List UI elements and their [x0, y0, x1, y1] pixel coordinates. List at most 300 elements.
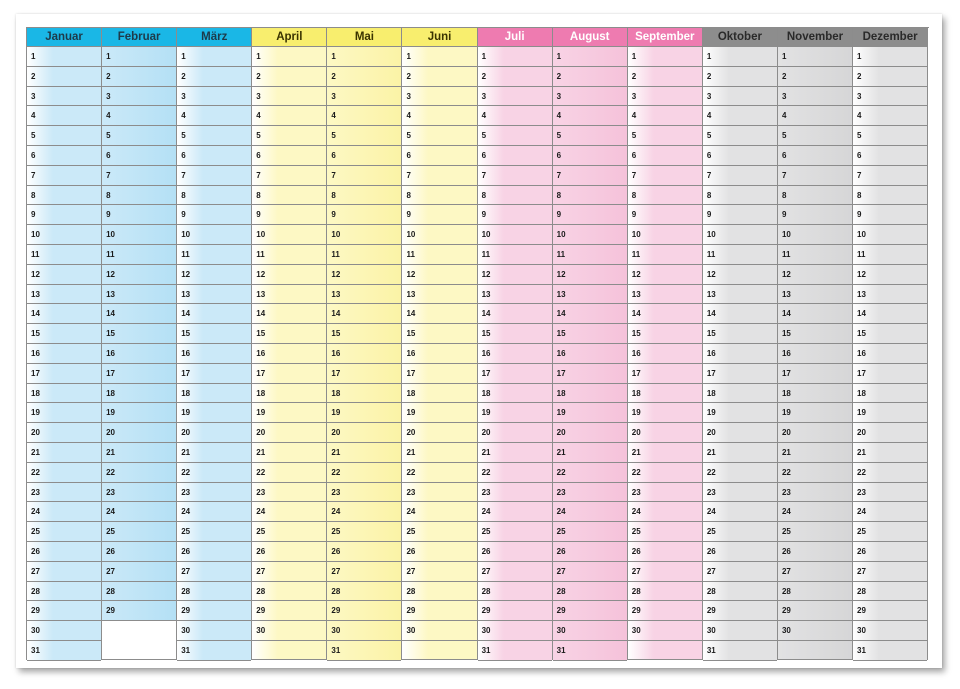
day-cell[interactable]: 30: [703, 621, 777, 641]
day-cell[interactable]: 19: [327, 403, 401, 423]
day-cell[interactable]: 18: [402, 384, 476, 404]
day-cell[interactable]: 6: [27, 146, 101, 166]
day-cell[interactable]: 27: [177, 562, 251, 582]
day-cell[interactable]: 1: [402, 47, 476, 67]
day-cell[interactable]: 11: [703, 245, 777, 265]
day-cell[interactable]: 15: [778, 324, 852, 344]
day-cell[interactable]: 17: [177, 364, 251, 384]
day-cell[interactable]: 4: [102, 106, 176, 126]
day-cell[interactable]: 18: [252, 384, 326, 404]
day-cell[interactable]: 16: [853, 344, 927, 364]
day-cell[interactable]: 21: [628, 443, 702, 463]
day-cell[interactable]: 26: [27, 542, 101, 562]
day-cell[interactable]: 12: [252, 265, 326, 285]
day-cell[interactable]: 19: [102, 403, 176, 423]
day-cell[interactable]: 3: [102, 87, 176, 107]
day-cell[interactable]: 10: [27, 225, 101, 245]
day-cell[interactable]: 11: [853, 245, 927, 265]
day-cell[interactable]: 15: [628, 324, 702, 344]
day-cell[interactable]: 4: [553, 106, 627, 126]
day-cell[interactable]: 9: [102, 205, 176, 225]
day-cell[interactable]: 2: [553, 67, 627, 87]
day-cell[interactable]: 1: [553, 47, 627, 67]
day-cell[interactable]: 29: [327, 601, 401, 621]
day-cell[interactable]: 17: [478, 364, 552, 384]
day-cell[interactable]: 22: [177, 463, 251, 483]
day-cell[interactable]: 9: [628, 205, 702, 225]
day-cell[interactable]: 30: [553, 621, 627, 641]
day-cell[interactable]: 12: [478, 265, 552, 285]
day-cell[interactable]: 28: [102, 582, 176, 602]
empty-day-cell[interactable]: [102, 621, 176, 660]
empty-day-cell[interactable]: [778, 641, 852, 660]
day-cell[interactable]: 28: [778, 582, 852, 602]
day-cell[interactable]: 27: [402, 562, 476, 582]
day-cell[interactable]: 27: [628, 562, 702, 582]
day-cell[interactable]: 10: [628, 225, 702, 245]
day-cell[interactable]: 12: [327, 265, 401, 285]
day-cell[interactable]: 11: [478, 245, 552, 265]
day-cell[interactable]: 23: [553, 483, 627, 503]
day-cell[interactable]: 8: [703, 186, 777, 206]
day-cell[interactable]: 4: [778, 106, 852, 126]
day-cell[interactable]: 24: [27, 502, 101, 522]
day-cell[interactable]: 19: [402, 403, 476, 423]
day-cell[interactable]: 13: [402, 285, 476, 305]
day-cell[interactable]: 16: [553, 344, 627, 364]
day-cell[interactable]: 24: [177, 502, 251, 522]
day-cell[interactable]: 6: [252, 146, 326, 166]
day-cell[interactable]: 3: [27, 87, 101, 107]
day-cell[interactable]: 2: [327, 67, 401, 87]
day-cell[interactable]: 13: [102, 285, 176, 305]
day-cell[interactable]: 22: [402, 463, 476, 483]
day-cell[interactable]: 14: [853, 304, 927, 324]
day-cell[interactable]: 4: [853, 106, 927, 126]
day-cell[interactable]: 6: [327, 146, 401, 166]
day-cell[interactable]: 10: [102, 225, 176, 245]
day-cell[interactable]: 20: [553, 423, 627, 443]
day-cell[interactable]: 29: [177, 601, 251, 621]
day-cell[interactable]: 13: [853, 285, 927, 305]
day-cell[interactable]: 7: [628, 166, 702, 186]
day-cell[interactable]: 15: [703, 324, 777, 344]
day-cell[interactable]: 7: [102, 166, 176, 186]
day-cell[interactable]: 14: [252, 304, 326, 324]
day-cell[interactable]: 23: [102, 483, 176, 503]
day-cell[interactable]: 2: [252, 67, 326, 87]
day-cell[interactable]: 23: [853, 483, 927, 503]
day-cell[interactable]: 22: [703, 463, 777, 483]
day-cell[interactable]: 6: [553, 146, 627, 166]
day-cell[interactable]: 5: [628, 126, 702, 146]
day-cell[interactable]: 1: [27, 47, 101, 67]
day-cell[interactable]: 30: [252, 621, 326, 641]
day-cell[interactable]: 7: [703, 166, 777, 186]
day-cell[interactable]: 2: [478, 67, 552, 87]
day-cell[interactable]: 8: [853, 186, 927, 206]
day-cell[interactable]: 24: [402, 502, 476, 522]
day-cell[interactable]: 11: [553, 245, 627, 265]
day-cell[interactable]: 23: [27, 483, 101, 503]
day-cell[interactable]: 20: [778, 423, 852, 443]
day-cell[interactable]: 8: [27, 186, 101, 206]
day-cell[interactable]: 24: [252, 502, 326, 522]
day-cell[interactable]: 21: [703, 443, 777, 463]
day-cell[interactable]: 31: [553, 641, 627, 661]
day-cell[interactable]: 28: [853, 582, 927, 602]
day-cell[interactable]: 1: [853, 47, 927, 67]
day-cell[interactable]: 16: [327, 344, 401, 364]
day-cell[interactable]: 27: [853, 562, 927, 582]
day-cell[interactable]: 6: [478, 146, 552, 166]
day-cell[interactable]: 10: [703, 225, 777, 245]
day-cell[interactable]: 20: [102, 423, 176, 443]
day-cell[interactable]: 20: [478, 423, 552, 443]
day-cell[interactable]: 11: [628, 245, 702, 265]
day-cell[interactable]: 21: [778, 443, 852, 463]
day-cell[interactable]: 31: [703, 641, 777, 661]
day-cell[interactable]: 21: [252, 443, 326, 463]
day-cell[interactable]: 5: [853, 126, 927, 146]
day-cell[interactable]: 5: [778, 126, 852, 146]
day-cell[interactable]: 1: [478, 47, 552, 67]
day-cell[interactable]: 8: [252, 186, 326, 206]
day-cell[interactable]: 29: [27, 601, 101, 621]
day-cell[interactable]: 20: [703, 423, 777, 443]
day-cell[interactable]: 30: [402, 621, 476, 641]
day-cell[interactable]: 23: [402, 483, 476, 503]
day-cell[interactable]: 19: [252, 403, 326, 423]
day-cell[interactable]: 28: [177, 582, 251, 602]
day-cell[interactable]: 31: [853, 641, 927, 661]
day-cell[interactable]: 4: [177, 106, 251, 126]
day-cell[interactable]: 12: [27, 265, 101, 285]
day-cell[interactable]: 12: [628, 265, 702, 285]
day-cell[interactable]: 10: [402, 225, 476, 245]
day-cell[interactable]: 3: [252, 87, 326, 107]
day-cell[interactable]: 12: [553, 265, 627, 285]
day-cell[interactable]: 8: [177, 186, 251, 206]
day-cell[interactable]: 6: [102, 146, 176, 166]
day-cell[interactable]: 27: [252, 562, 326, 582]
day-cell[interactable]: 4: [703, 106, 777, 126]
day-cell[interactable]: 25: [778, 522, 852, 542]
day-cell[interactable]: 20: [27, 423, 101, 443]
day-cell[interactable]: 10: [177, 225, 251, 245]
day-cell[interactable]: 11: [27, 245, 101, 265]
day-cell[interactable]: 5: [478, 126, 552, 146]
day-cell[interactable]: 9: [478, 205, 552, 225]
day-cell[interactable]: 14: [177, 304, 251, 324]
day-cell[interactable]: 15: [853, 324, 927, 344]
day-cell[interactable]: 25: [402, 522, 476, 542]
day-cell[interactable]: 31: [177, 641, 251, 661]
day-cell[interactable]: 2: [853, 67, 927, 87]
day-cell[interactable]: 7: [252, 166, 326, 186]
day-cell[interactable]: 12: [102, 265, 176, 285]
day-cell[interactable]: 31: [327, 641, 401, 661]
day-cell[interactable]: 28: [478, 582, 552, 602]
day-cell[interactable]: 3: [703, 87, 777, 107]
day-cell[interactable]: 21: [27, 443, 101, 463]
day-cell[interactable]: 9: [252, 205, 326, 225]
day-cell[interactable]: 29: [703, 601, 777, 621]
day-cell[interactable]: 5: [252, 126, 326, 146]
day-cell[interactable]: 30: [628, 621, 702, 641]
day-cell[interactable]: 14: [478, 304, 552, 324]
day-cell[interactable]: 15: [27, 324, 101, 344]
day-cell[interactable]: 13: [628, 285, 702, 305]
day-cell[interactable]: 24: [853, 502, 927, 522]
day-cell[interactable]: 22: [478, 463, 552, 483]
day-cell[interactable]: 22: [102, 463, 176, 483]
day-cell[interactable]: 7: [778, 166, 852, 186]
day-cell[interactable]: 1: [778, 47, 852, 67]
day-cell[interactable]: 1: [628, 47, 702, 67]
day-cell[interactable]: 21: [102, 443, 176, 463]
day-cell[interactable]: 11: [778, 245, 852, 265]
day-cell[interactable]: 15: [102, 324, 176, 344]
day-cell[interactable]: 24: [553, 502, 627, 522]
day-cell[interactable]: 28: [327, 582, 401, 602]
day-cell[interactable]: 9: [402, 205, 476, 225]
day-cell[interactable]: 29: [402, 601, 476, 621]
day-cell[interactable]: 21: [177, 443, 251, 463]
day-cell[interactable]: 26: [177, 542, 251, 562]
day-cell[interactable]: 15: [402, 324, 476, 344]
day-cell[interactable]: 8: [402, 186, 476, 206]
day-cell[interactable]: 27: [703, 562, 777, 582]
day-cell[interactable]: 7: [402, 166, 476, 186]
day-cell[interactable]: 13: [478, 285, 552, 305]
day-cell[interactable]: 21: [478, 443, 552, 463]
day-cell[interactable]: 10: [252, 225, 326, 245]
day-cell[interactable]: 22: [327, 463, 401, 483]
day-cell[interactable]: 31: [27, 641, 101, 661]
day-cell[interactable]: 8: [478, 186, 552, 206]
day-cell[interactable]: 11: [252, 245, 326, 265]
day-cell[interactable]: 29: [778, 601, 852, 621]
day-cell[interactable]: 12: [177, 265, 251, 285]
day-cell[interactable]: 11: [327, 245, 401, 265]
day-cell[interactable]: 20: [853, 423, 927, 443]
day-cell[interactable]: 25: [628, 522, 702, 542]
day-cell[interactable]: 25: [478, 522, 552, 542]
day-cell[interactable]: 27: [102, 562, 176, 582]
day-cell[interactable]: 4: [27, 106, 101, 126]
day-cell[interactable]: 10: [478, 225, 552, 245]
day-cell[interactable]: 28: [553, 582, 627, 602]
day-cell[interactable]: 30: [853, 621, 927, 641]
day-cell[interactable]: 19: [177, 403, 251, 423]
day-cell[interactable]: 30: [478, 621, 552, 641]
day-cell[interactable]: 6: [703, 146, 777, 166]
day-cell[interactable]: 12: [703, 265, 777, 285]
day-cell[interactable]: 5: [703, 126, 777, 146]
day-cell[interactable]: 12: [402, 265, 476, 285]
day-cell[interactable]: 14: [402, 304, 476, 324]
day-cell[interactable]: 28: [703, 582, 777, 602]
day-cell[interactable]: 9: [778, 205, 852, 225]
day-cell[interactable]: 5: [102, 126, 176, 146]
day-cell[interactable]: 26: [478, 542, 552, 562]
day-cell[interactable]: 13: [703, 285, 777, 305]
day-cell[interactable]: 29: [252, 601, 326, 621]
day-cell[interactable]: 4: [252, 106, 326, 126]
day-cell[interactable]: 4: [327, 106, 401, 126]
day-cell[interactable]: 22: [553, 463, 627, 483]
day-cell[interactable]: 19: [553, 403, 627, 423]
day-cell[interactable]: 5: [327, 126, 401, 146]
day-cell[interactable]: 15: [252, 324, 326, 344]
day-cell[interactable]: 25: [102, 522, 176, 542]
day-cell[interactable]: 20: [402, 423, 476, 443]
day-cell[interactable]: 3: [327, 87, 401, 107]
day-cell[interactable]: 26: [628, 542, 702, 562]
day-cell[interactable]: 20: [252, 423, 326, 443]
day-cell[interactable]: 26: [778, 542, 852, 562]
day-cell[interactable]: 21: [402, 443, 476, 463]
day-cell[interactable]: 18: [778, 384, 852, 404]
day-cell[interactable]: 16: [402, 344, 476, 364]
day-cell[interactable]: 10: [553, 225, 627, 245]
day-cell[interactable]: 2: [628, 67, 702, 87]
day-cell[interactable]: 25: [853, 522, 927, 542]
day-cell[interactable]: 19: [27, 403, 101, 423]
day-cell[interactable]: 25: [553, 522, 627, 542]
day-cell[interactable]: 28: [252, 582, 326, 602]
day-cell[interactable]: 9: [553, 205, 627, 225]
day-cell[interactable]: 20: [327, 423, 401, 443]
day-cell[interactable]: 22: [628, 463, 702, 483]
day-cell[interactable]: 21: [853, 443, 927, 463]
day-cell[interactable]: 19: [478, 403, 552, 423]
day-cell[interactable]: 4: [478, 106, 552, 126]
empty-day-cell[interactable]: [252, 641, 326, 660]
day-cell[interactable]: 10: [778, 225, 852, 245]
day-cell[interactable]: 19: [628, 403, 702, 423]
day-cell[interactable]: 31: [478, 641, 552, 661]
day-cell[interactable]: 3: [853, 87, 927, 107]
day-cell[interactable]: 7: [553, 166, 627, 186]
day-cell[interactable]: 30: [177, 621, 251, 641]
day-cell[interactable]: 24: [703, 502, 777, 522]
day-cell[interactable]: 17: [628, 364, 702, 384]
day-cell[interactable]: 25: [27, 522, 101, 542]
day-cell[interactable]: 8: [628, 186, 702, 206]
day-cell[interactable]: 29: [853, 601, 927, 621]
day-cell[interactable]: 26: [853, 542, 927, 562]
day-cell[interactable]: 18: [628, 384, 702, 404]
day-cell[interactable]: 27: [778, 562, 852, 582]
day-cell[interactable]: 27: [27, 562, 101, 582]
day-cell[interactable]: 17: [102, 364, 176, 384]
day-cell[interactable]: 14: [102, 304, 176, 324]
day-cell[interactable]: 16: [778, 344, 852, 364]
day-cell[interactable]: 12: [778, 265, 852, 285]
day-cell[interactable]: 18: [327, 384, 401, 404]
day-cell[interactable]: 2: [402, 67, 476, 87]
day-cell[interactable]: 9: [27, 205, 101, 225]
day-cell[interactable]: 16: [628, 344, 702, 364]
day-cell[interactable]: 10: [327, 225, 401, 245]
day-cell[interactable]: 24: [778, 502, 852, 522]
day-cell[interactable]: 22: [252, 463, 326, 483]
day-cell[interactable]: 26: [102, 542, 176, 562]
day-cell[interactable]: 17: [27, 364, 101, 384]
day-cell[interactable]: 3: [628, 87, 702, 107]
day-cell[interactable]: 14: [327, 304, 401, 324]
day-cell[interactable]: 9: [703, 205, 777, 225]
day-cell[interactable]: 24: [478, 502, 552, 522]
day-cell[interactable]: 16: [478, 344, 552, 364]
day-cell[interactable]: 13: [252, 285, 326, 305]
day-cell[interactable]: 19: [778, 403, 852, 423]
day-cell[interactable]: 8: [553, 186, 627, 206]
day-cell[interactable]: 11: [102, 245, 176, 265]
day-cell[interactable]: 15: [177, 324, 251, 344]
day-cell[interactable]: 3: [553, 87, 627, 107]
day-cell[interactable]: 24: [102, 502, 176, 522]
day-cell[interactable]: 18: [102, 384, 176, 404]
day-cell[interactable]: 29: [553, 601, 627, 621]
day-cell[interactable]: 25: [252, 522, 326, 542]
day-cell[interactable]: 14: [703, 304, 777, 324]
day-cell[interactable]: 4: [628, 106, 702, 126]
day-cell[interactable]: 20: [177, 423, 251, 443]
day-cell[interactable]: 6: [177, 146, 251, 166]
day-cell[interactable]: 17: [252, 364, 326, 384]
day-cell[interactable]: 13: [553, 285, 627, 305]
day-cell[interactable]: 7: [478, 166, 552, 186]
day-cell[interactable]: 13: [778, 285, 852, 305]
empty-day-cell[interactable]: [628, 641, 702, 660]
day-cell[interactable]: 23: [327, 483, 401, 503]
day-cell[interactable]: 16: [703, 344, 777, 364]
day-cell[interactable]: 16: [252, 344, 326, 364]
day-cell[interactable]: 8: [327, 186, 401, 206]
day-cell[interactable]: 9: [177, 205, 251, 225]
day-cell[interactable]: 11: [402, 245, 476, 265]
day-cell[interactable]: 2: [703, 67, 777, 87]
day-cell[interactable]: 19: [703, 403, 777, 423]
day-cell[interactable]: 18: [853, 384, 927, 404]
day-cell[interactable]: 14: [27, 304, 101, 324]
day-cell[interactable]: 3: [778, 87, 852, 107]
day-cell[interactable]: 25: [327, 522, 401, 542]
day-cell[interactable]: 18: [553, 384, 627, 404]
day-cell[interactable]: 6: [778, 146, 852, 166]
day-cell[interactable]: 1: [102, 47, 176, 67]
day-cell[interactable]: 15: [327, 324, 401, 344]
day-cell[interactable]: 10: [853, 225, 927, 245]
day-cell[interactable]: 16: [102, 344, 176, 364]
day-cell[interactable]: 17: [327, 364, 401, 384]
day-cell[interactable]: 13: [327, 285, 401, 305]
day-cell[interactable]: 14: [628, 304, 702, 324]
day-cell[interactable]: 23: [778, 483, 852, 503]
day-cell[interactable]: 23: [478, 483, 552, 503]
day-cell[interactable]: 2: [27, 67, 101, 87]
day-cell[interactable]: 27: [478, 562, 552, 582]
day-cell[interactable]: 24: [327, 502, 401, 522]
day-cell[interactable]: 17: [402, 364, 476, 384]
day-cell[interactable]: 12: [853, 265, 927, 285]
day-cell[interactable]: 17: [853, 364, 927, 384]
day-cell[interactable]: 14: [778, 304, 852, 324]
day-cell[interactable]: 26: [553, 542, 627, 562]
